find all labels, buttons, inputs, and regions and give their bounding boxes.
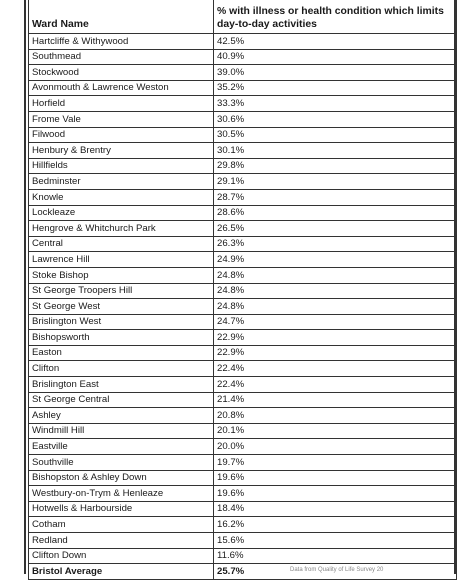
table-row <box>29 205 457 221</box>
table-row <box>29 236 457 252</box>
ward-name-cell: Avonmouth & Lawrence Weston <box>29 80 214 96</box>
table-row <box>29 65 457 81</box>
percent-cell: 33.3% <box>214 96 457 112</box>
ward-name-cell: Knowle <box>29 189 214 205</box>
ward-name-cell: Windmill Hill <box>29 423 214 439</box>
table-row <box>29 533 457 549</box>
table-row <box>29 174 457 190</box>
percent-cell: 28.7% <box>214 189 457 205</box>
table-row <box>29 283 457 299</box>
ward-name-cell: St George West <box>29 299 214 315</box>
percent-cell: 26.5% <box>214 221 457 237</box>
percent-cell: 18.4% <box>214 501 457 517</box>
table-row <box>29 361 457 377</box>
percent-cell: 40.9% <box>214 49 457 65</box>
percent-cell: 29.8% <box>214 158 457 174</box>
ward-name-cell: Clifton <box>29 361 214 377</box>
ward-name-cell: Clifton Down <box>29 548 214 564</box>
ward-name-cell: Bishopston & Ashley Down <box>29 470 214 486</box>
table-row <box>29 252 457 268</box>
table-row <box>29 267 457 283</box>
table-row <box>29 314 457 330</box>
table-row <box>29 80 457 96</box>
ward-name-cell: Stoke Bishop <box>29 267 214 283</box>
ward-name-cell: Henbury & Brentry <box>29 143 214 159</box>
ward-name-cell: St George Central <box>29 392 214 408</box>
percent-cell: 28.6% <box>214 205 457 221</box>
table-row <box>29 470 457 486</box>
footnote: Data from Quality of Life Survey 20 <box>290 567 384 573</box>
ward-name-cell: Redland <box>29 533 214 549</box>
percent-cell: 24.8% <box>214 299 457 315</box>
table-row <box>29 221 457 237</box>
table-row <box>29 517 457 533</box>
table-row <box>29 34 457 50</box>
percent-cell: 19.7% <box>214 455 457 471</box>
table-row <box>29 330 457 346</box>
percent-cell: 20.1% <box>214 423 457 439</box>
average-value-cell: 25.7% <box>214 564 457 580</box>
percent-cell: 22.4% <box>214 377 457 393</box>
percent-cell: 20.0% <box>214 439 457 455</box>
ward-name-cell: Lockleaze <box>29 205 214 221</box>
table-row <box>29 392 457 408</box>
table-header-row <box>29 0 457 34</box>
ward-name-cell: Cotham <box>29 517 214 533</box>
ward-name-cell: Easton <box>29 345 214 361</box>
percent-cell: 42.5% <box>214 34 457 50</box>
ward-name-cell: Central <box>29 236 214 252</box>
ward-name-cell: Lawrence Hill <box>29 252 214 268</box>
percent-cell: 16.2% <box>214 517 457 533</box>
percent-cell: 22.9% <box>214 330 457 346</box>
table-row <box>29 408 457 424</box>
table-row <box>29 96 457 112</box>
ward-name-cell: Westbury-on-Trym & Henleaze <box>29 486 214 502</box>
table-row <box>29 439 457 455</box>
table-row <box>29 158 457 174</box>
percent-cell: 11.6% <box>214 548 457 564</box>
percent-cell: 24.8% <box>214 267 457 283</box>
table-row <box>29 299 457 315</box>
ward-name-cell: Hartcliffe & Withywood <box>29 34 214 50</box>
table-row <box>29 486 457 502</box>
percent-cell: 22.9% <box>214 345 457 361</box>
ward-name-cell: Ashley <box>29 408 214 424</box>
percent-cell: 29.1% <box>214 174 457 190</box>
percent-cell: 26.3% <box>214 236 457 252</box>
ward-name-cell: Eastville <box>29 439 214 455</box>
ward-name-cell: Southmead <box>29 49 214 65</box>
table-row <box>29 377 457 393</box>
table-body <box>29 34 457 580</box>
percent-cell: 24.7% <box>214 314 457 330</box>
table-row <box>29 345 457 361</box>
table-row <box>29 189 457 205</box>
percent-cell: 39.0% <box>214 65 457 81</box>
header-illness-percent: % with illness or health condition which limits day-to-day activities <box>214 0 457 34</box>
ward-name-cell: Filwood <box>29 127 214 143</box>
average-label-cell: Bristol Average <box>29 564 214 580</box>
percent-cell: 15.6% <box>214 533 457 549</box>
percent-cell: 30.5% <box>214 127 457 143</box>
percent-cell: 30.1% <box>214 143 457 159</box>
percent-cell: 22.4% <box>214 361 457 377</box>
percent-cell: 19.6% <box>214 486 457 502</box>
percent-cell: 19.6% <box>214 470 457 486</box>
ward-name-cell: Hotwells & Harbourside <box>29 501 214 517</box>
ward-name-cell: Bedminster <box>29 174 214 190</box>
percent-cell: 21.4% <box>214 392 457 408</box>
ward-name-cell: Horfield <box>29 96 214 112</box>
percent-cell: 24.9% <box>214 252 457 268</box>
table-row <box>29 111 457 127</box>
table-row <box>29 423 457 439</box>
table-row <box>29 501 457 517</box>
ward-name-cell: Frome Vale <box>29 111 214 127</box>
percent-cell: 30.6% <box>214 111 457 127</box>
ward-name-cell: Brislington West <box>29 314 214 330</box>
ward-name-cell: Brislington East <box>29 377 214 393</box>
percent-cell: 20.8% <box>214 408 457 424</box>
header-ward-name: Ward Name <box>29 0 214 34</box>
ward-name-cell: Hillfields <box>29 158 214 174</box>
ward-name-cell: Bishopsworth <box>29 330 214 346</box>
table-row <box>29 49 457 65</box>
ward-illness-table <box>28 0 457 580</box>
percent-cell: 24.8% <box>214 283 457 299</box>
table-row <box>29 455 457 471</box>
average-row <box>29 564 457 580</box>
table-row <box>29 143 457 159</box>
ward-name-cell: St George Troopers Hill <box>29 283 214 299</box>
table-row <box>29 548 457 564</box>
ward-name-cell: Stockwood <box>29 65 214 81</box>
ward-name-cell: Southville <box>29 455 214 471</box>
percent-cell: 35.2% <box>214 80 457 96</box>
table-row <box>29 127 457 143</box>
ward-name-cell: Hengrove & Whitchurch Park <box>29 221 214 237</box>
